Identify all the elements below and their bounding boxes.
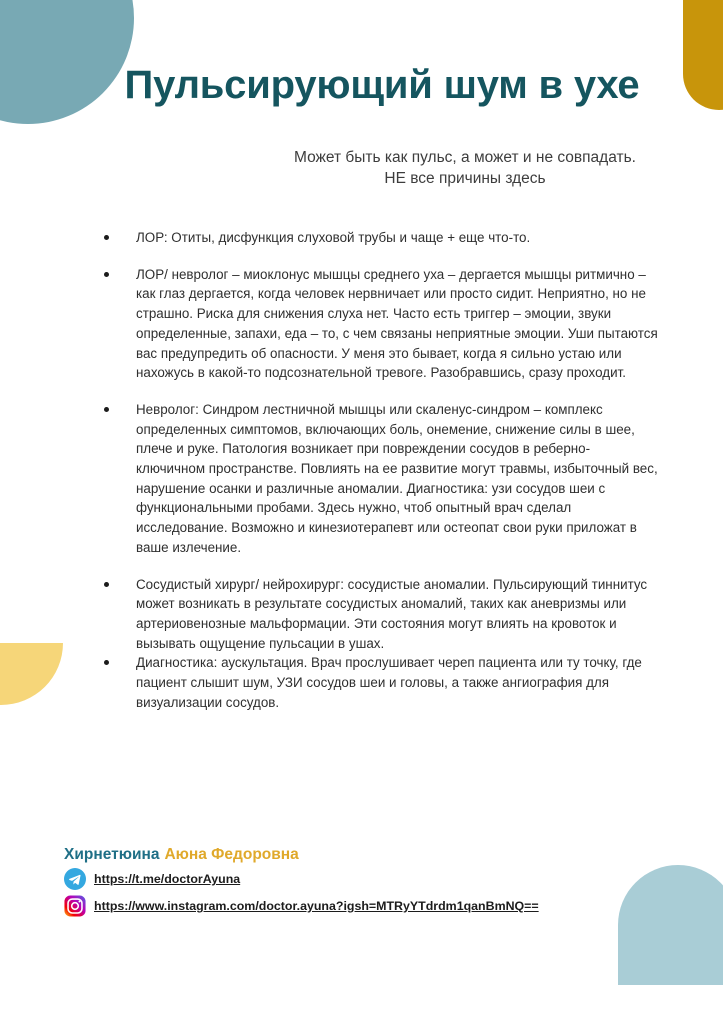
list-item-text: Диагностика: аускультация. Врач прослушивает череп пациента или ту точку, где пациент слышит шум, УЗИ сосудов шеи и головы, а также ангиография для визуализации сосудов.: [136, 655, 642, 710]
list-item-text: Невролог: Синдром лестничной мышцы или скаленус-синдром – комплекс определенных симптомов, включающих боль, онемение, снижение силы в шее, плече и руке. Патология возникает при повреждении сосудов в реберно-ключичном пространстве. Повлиять на ее развитие могут травмы, избыточный вес, нарушение осанки и различные аномалии. Диагностика: узи сосудов шеи с функциональными пробами. Здесь нужно, чтоб опытный врач сделал исследование. Возможно и кинезиотерапевт или остеопат свои руки приложат в ваше излечение.: [136, 401, 658, 555]
telegram-icon: [64, 868, 86, 890]
bullet-dot-icon: [104, 582, 109, 587]
list-item: [98, 228, 658, 248]
instagram-icon: [64, 895, 86, 917]
footer-telegram-row[interactable]: [64, 868, 664, 890]
list-item: [98, 400, 658, 558]
list-item-text: Сосудистый хирург/ нейрохирург: сосудистые аномалии. Пульсирующий тиннитус может возникать в результате сосудистых аномалий, таких как аневризмы или артериовенозные мальформации. Эти состояния могут влиять на кровоток и вызывать ощущение пульсации в ушах.: [136, 576, 648, 651]
bullet-dot-icon: [104, 235, 109, 240]
instagram-link[interactable]: https://www.instagram.com/doctor.ayuna?igsh=MTRyYTdrdm1qanBmNQ==: [94, 899, 539, 914]
decor-rounded-bar-top-right-icon: [683, 0, 723, 110]
telegram-link[interactable]: https://t.me/doctorAyuna: [94, 872, 241, 887]
list-item-text: ЛОР: Отиты, дисфункция слуховой трубы и чаще + еще что-то.: [136, 230, 531, 245]
footer-author-surname: Хирнетюина: [64, 846, 160, 863]
page-title: Пульсирующий шум в ухе: [124, 63, 640, 107]
list-item: [98, 575, 658, 654]
list-item: [98, 653, 658, 712]
bullet-dot-icon: [104, 407, 109, 412]
page-subtitle: Может быть как пульс, а может и не совпадать. НЕ все причины здесь: [294, 149, 636, 187]
bullet-dot-icon: [104, 660, 109, 665]
content-bullet-list: [98, 228, 658, 712]
footer-instagram-row[interactable]: [64, 895, 664, 917]
footer-contact-block: [64, 846, 664, 917]
list-item: [98, 265, 658, 383]
footer-author-firstname: Аюна Федоровна: [164, 846, 299, 863]
footer-author-name: [64, 846, 664, 863]
list-item-text: ЛОР/ невролог – миоклонус мышцы среднего уха – дергается мышцы ритмично – как глаз дергается, когда человек нервничает или просто сидит. Неприятно, но не страшно. Риска для снижения слуха нет. Часто есть триггер – эмоции, звуки определенные, запахи, еда – то, с чем связаны неприятные эмоции. Уши пытаются вас предупредить об опасности. У меня это бывает, когда я сильно устаю или нахожусь в какой-то подсознательной тревоге. Разобравшись, сразу проходит.: [136, 266, 658, 381]
bullet-dot-icon: [104, 272, 109, 277]
decor-quarter-circle-left-icon: [0, 643, 63, 705]
